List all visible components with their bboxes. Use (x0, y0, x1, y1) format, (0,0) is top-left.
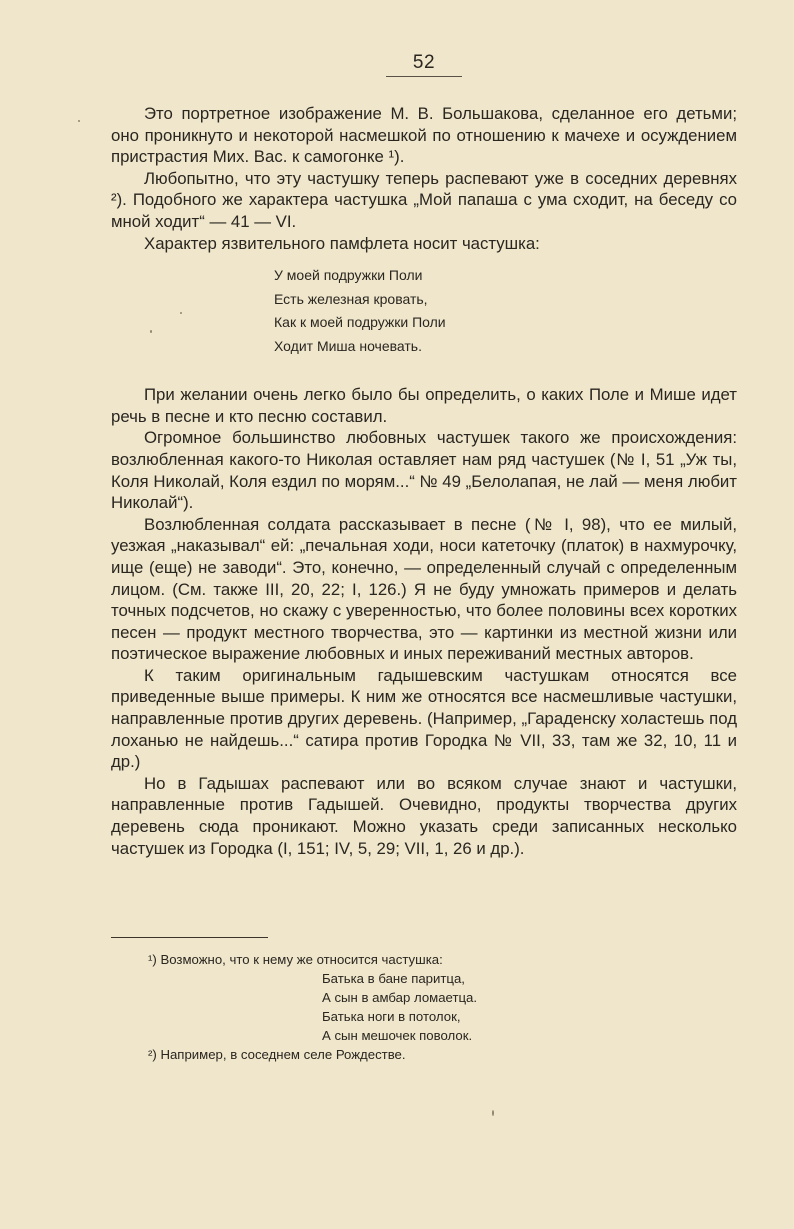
footnote-1: ¹) Возможно, что к нему же относится частушка: (148, 952, 443, 967)
paragraph: При желании очень легко было бы определить, о каких Поле и Мише идет речь в песне и кто песню составил. (111, 385, 737, 426)
footnotes (148, 950, 708, 1064)
verse-line: Есть железная кровать, (274, 290, 428, 307)
paragraph: Возлюбленная солдата рассказывает в песне (№ I, 98), что ее милый, уезжая „наказывал“ ей: „печальная ходи, носи катеточку (платок) в нахмурочку, ище (еще) не заводи“. Это, конечно, — определенный случай с определенным лицом. (См. также III, 20, 22; I, 126.) Я не буду умножать примеров и делать точных подсчетов, но скажу с уверенностью, что более половины всех коротких песен — продукт местного творчества, это — картинки из местной жизни или поэтическое выражение любовных и иных переживаний местных авторов. (111, 514, 737, 664)
verse-line: У моей подружки Поли (274, 267, 423, 284)
footnote-separator (111, 937, 268, 938)
paragraph: Но в Гадышах распевают или во всяком случае знают и частушки, направленные против Гадышей. Очевидно, продукты творчества других деревень сюда проникают. Можно указать среди записанных несколько частушек из Городка (I, 151; IV, 5, 29; VII, 1, 26 и др.). (111, 773, 737, 858)
main-text (111, 103, 737, 859)
footnote-verse-line: А сын в амбар ломаетца. (322, 990, 478, 1005)
chastushka-verse (274, 264, 737, 358)
paper-speck (492, 1110, 494, 1116)
paragraph: Это портретное изображение М. В. Большакова, сделанное его детьми; оно проникнуто и некоторой насмешкой по отношению к мачехе и осуждением пристрастия Мих. Вас. к самогонке ¹). (111, 104, 737, 167)
paragraph: Любопытно, что эту частушку теперь распевают уже в соседних деревнях ²). Подобного же характера частушка „Мой папаша с ума сходит, на беседу со мной ходит“ — 41 — VI. (111, 168, 737, 231)
footnote-verse-line: Батька в бане паритца, (322, 971, 465, 986)
verse-line: Ходит Миша ночевать. (274, 337, 422, 354)
paper-speck (78, 120, 80, 122)
page-number-underline (386, 76, 462, 77)
footnote-2: ²) Например, в соседнем селе Рождестве. (148, 1047, 406, 1062)
paper-speck (150, 330, 152, 333)
paragraph: Характер язвительного памфлета носит частушка: (144, 233, 540, 253)
paragraph: К таким оригинальным гадышевским частушкам относятся все приведенные выше примеры. К ним же относятся все насмешливые частушки, направленные против других деревень. (Например, „Гараденску холастешь под лоханью не найдешь...“ сатира против Городка № VII, 33, там же 32, 10, 11 и др.) (111, 665, 737, 772)
verse-line: Как к моей подружки Поли (274, 314, 446, 331)
page-number: 52 (412, 52, 436, 73)
paragraph: Огромное большинство любовных частушек такого же происхождения: возлюбленная какого-то Николая оставляет нам ряд частушек (№ I, 51 „Уж ты, Коля Николай, Коля ездил по морям...“ № 49 „Белолапая, не лай — меня любит Николай“). (111, 428, 737, 513)
paper-speck (180, 312, 182, 314)
footnote-verse-line: Батька ноги в потолок, (322, 1009, 461, 1024)
footnote-verse-line: А сын мешочек поволок. (322, 1028, 473, 1043)
